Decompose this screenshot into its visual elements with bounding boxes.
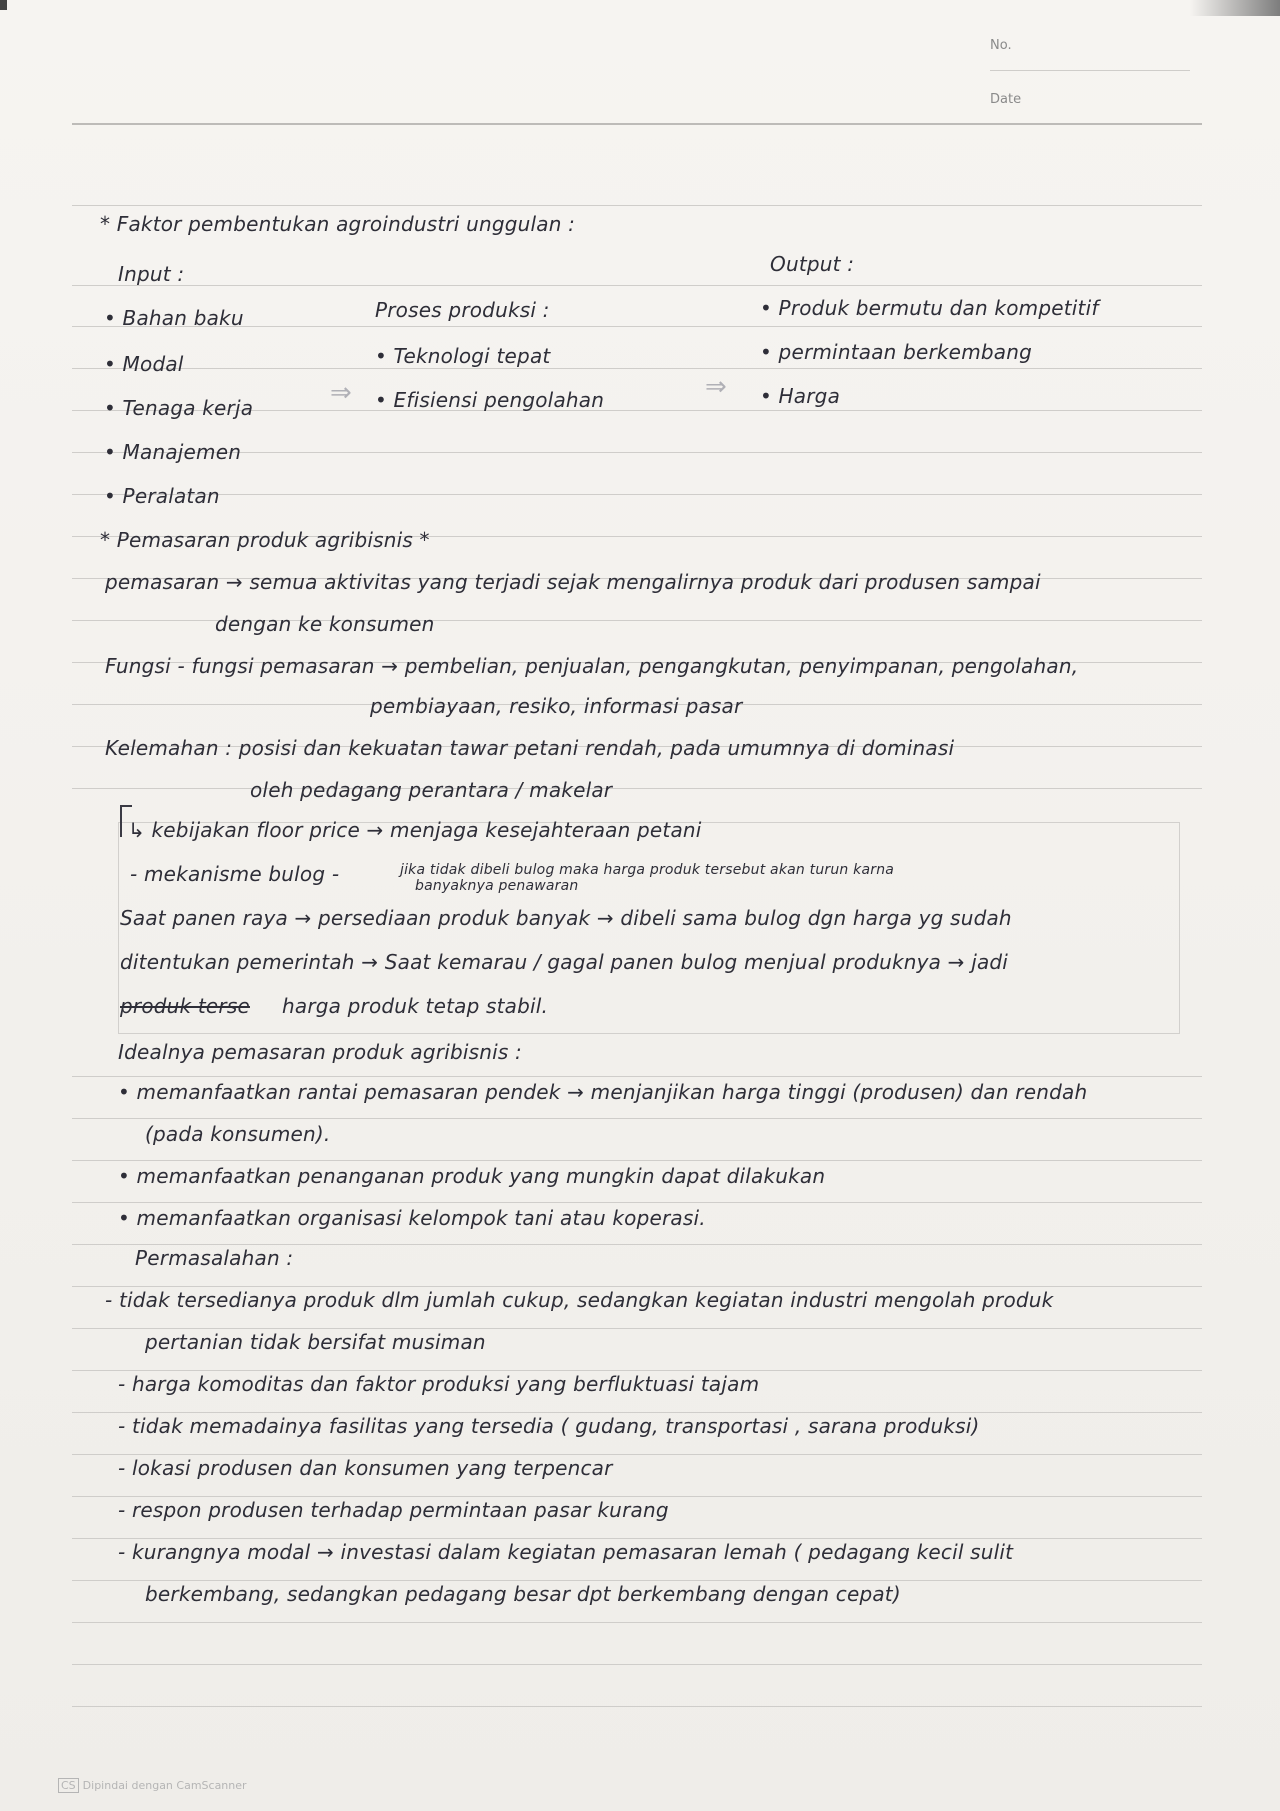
rule bbox=[72, 1160, 1202, 1161]
process-heading: Proses produksi : bbox=[375, 298, 550, 322]
text-line: - tidak memadainya fasilitas yang tersedia ( gudang, transportasi , sarana produksi) bbox=[118, 1414, 980, 1438]
text-line: (pada konsumen). bbox=[145, 1122, 331, 1146]
output-item: • Harga bbox=[760, 384, 841, 408]
text-line: oleh pedagang perantara / makelar bbox=[250, 778, 613, 802]
text-line: • memanfaatkan penanganan produk yang mungkin dapat dilakukan bbox=[118, 1164, 826, 1188]
input-item: • Modal bbox=[104, 352, 184, 376]
rule bbox=[72, 1454, 1202, 1455]
double-arrow-right-icon: ⇒ bbox=[705, 372, 727, 402]
bulog-note: jika tidak dibeli bulog maka harga produk tersebut akan turun karna bbox=[400, 862, 895, 878]
rule bbox=[72, 1076, 1202, 1077]
rule bbox=[72, 1118, 1202, 1119]
rule bbox=[72, 1244, 1202, 1245]
binder-mark bbox=[0, 0, 7, 10]
rule bbox=[72, 1496, 1202, 1497]
struck-text: produk terse bbox=[120, 994, 250, 1018]
rule bbox=[72, 285, 1202, 286]
camscanner-logo: CS bbox=[58, 1778, 79, 1793]
output-heading: Output : bbox=[770, 252, 855, 276]
text-line: berkembang, sedangkan pedagang besar dpt berkembang dengan cepat) bbox=[145, 1582, 901, 1606]
rule bbox=[72, 1370, 1202, 1371]
text-line: Kelemahan : posisi dan kekuatan tawar petani rendah, pada umumnya di dominasi bbox=[105, 736, 955, 760]
input-item: • Bahan baku bbox=[104, 306, 244, 330]
text-line: Fungsi - fungsi pemasaran → pembelian, penjualan, pengangkutan, penyimpanan, pengolahan, bbox=[105, 654, 1079, 678]
text-line: - harga komoditas dan faktor produksi yang berfluktuasi tajam bbox=[118, 1372, 760, 1396]
text-line: Saat panen raya → persediaan produk banyak → dibeli sama bulog dgn harga yg sudah bbox=[120, 906, 1012, 930]
watermark-text: Dipindai dengan CamScanner bbox=[82, 1779, 247, 1792]
camscanner-watermark bbox=[58, 1778, 247, 1793]
text-line: - kurangnya modal → investasi dalam kegiatan pemasaran lemah ( pedagang kecil sulit bbox=[118, 1540, 1014, 1564]
process-item: • Efisiensi pengolahan bbox=[375, 388, 605, 412]
input-item: • Peralatan bbox=[104, 484, 220, 508]
rule bbox=[72, 1664, 1202, 1665]
section2-title: * Pemasaran produk agribisnis * bbox=[100, 528, 430, 552]
text-line: ditentukan pemerintah → Saat kemarau / gagal panen bulog menjual produknya → jadi bbox=[120, 950, 1009, 974]
input-item: • Tenaga kerja bbox=[104, 396, 254, 420]
output-item: • Produk bermutu dan kompetitif bbox=[760, 296, 1099, 320]
section1-title: * Faktor pembentukan agroindustri unggulan : bbox=[100, 212, 576, 236]
rule bbox=[72, 1538, 1202, 1539]
text-line: • memanfaatkan organisasi kelompok tani atau koperasi. bbox=[118, 1206, 706, 1230]
rule bbox=[72, 1706, 1202, 1707]
process-item: • Teknologi tepat bbox=[375, 344, 551, 368]
rule bbox=[72, 1412, 1202, 1413]
header-rule bbox=[72, 123, 1202, 125]
section3-title: Idealnya pemasaran produk agribisnis : bbox=[118, 1040, 522, 1064]
rule bbox=[72, 452, 1202, 453]
section4-title: Permasalahan : bbox=[135, 1246, 294, 1270]
rule bbox=[72, 494, 1202, 495]
no-label: No. bbox=[990, 38, 1012, 53]
no-rule bbox=[990, 70, 1190, 71]
rule bbox=[72, 1202, 1202, 1203]
input-heading: Input : bbox=[118, 262, 185, 286]
output-item: • permintaan berkembang bbox=[760, 340, 1032, 364]
rule bbox=[72, 788, 1202, 789]
date-label: Date bbox=[990, 92, 1022, 107]
text-line: pemasaran → semua aktivitas yang terjadi sejak mengalirnya produk dari produsen sampai bbox=[105, 570, 1041, 594]
text-line: dengan ke konsumen bbox=[215, 612, 435, 636]
rule bbox=[72, 1328, 1202, 1329]
rule bbox=[72, 1580, 1202, 1581]
text-line: - lokasi produsen dan konsumen yang terpencar bbox=[118, 1456, 613, 1480]
text-line: - tidak tersedianya produk dlm jumlah cukup, sedangkan kegiatan industri mengolah produk bbox=[105, 1288, 1054, 1312]
text-line: • memanfaatkan rantai pemasaran pendek → menjanjikan harga tinggi (produsen) dan rendah bbox=[118, 1080, 1088, 1104]
text-line: - mekanisme bulog - bbox=[130, 862, 340, 886]
rule bbox=[72, 1622, 1202, 1623]
rule bbox=[72, 205, 1202, 206]
text-line: - respon produsen terhadap permintaan pasar kurang bbox=[118, 1498, 669, 1522]
input-item: • Manajemen bbox=[104, 440, 242, 464]
rule bbox=[72, 368, 1202, 369]
scan-corner-shadow bbox=[1190, 0, 1280, 16]
text-line: ↳ kebijakan floor price → menjaga kesejahteraan petani bbox=[128, 818, 702, 842]
text-line: pembiayaan, resiko, informasi pasar bbox=[370, 694, 743, 718]
double-arrow-right-icon: ⇒ bbox=[330, 378, 352, 408]
bulog-note: banyaknya penawaran bbox=[415, 878, 579, 894]
text-line: harga produk tetap stabil. bbox=[282, 994, 549, 1018]
rule bbox=[72, 1286, 1202, 1287]
text-line: pertanian tidak bersifat musiman bbox=[145, 1330, 486, 1354]
